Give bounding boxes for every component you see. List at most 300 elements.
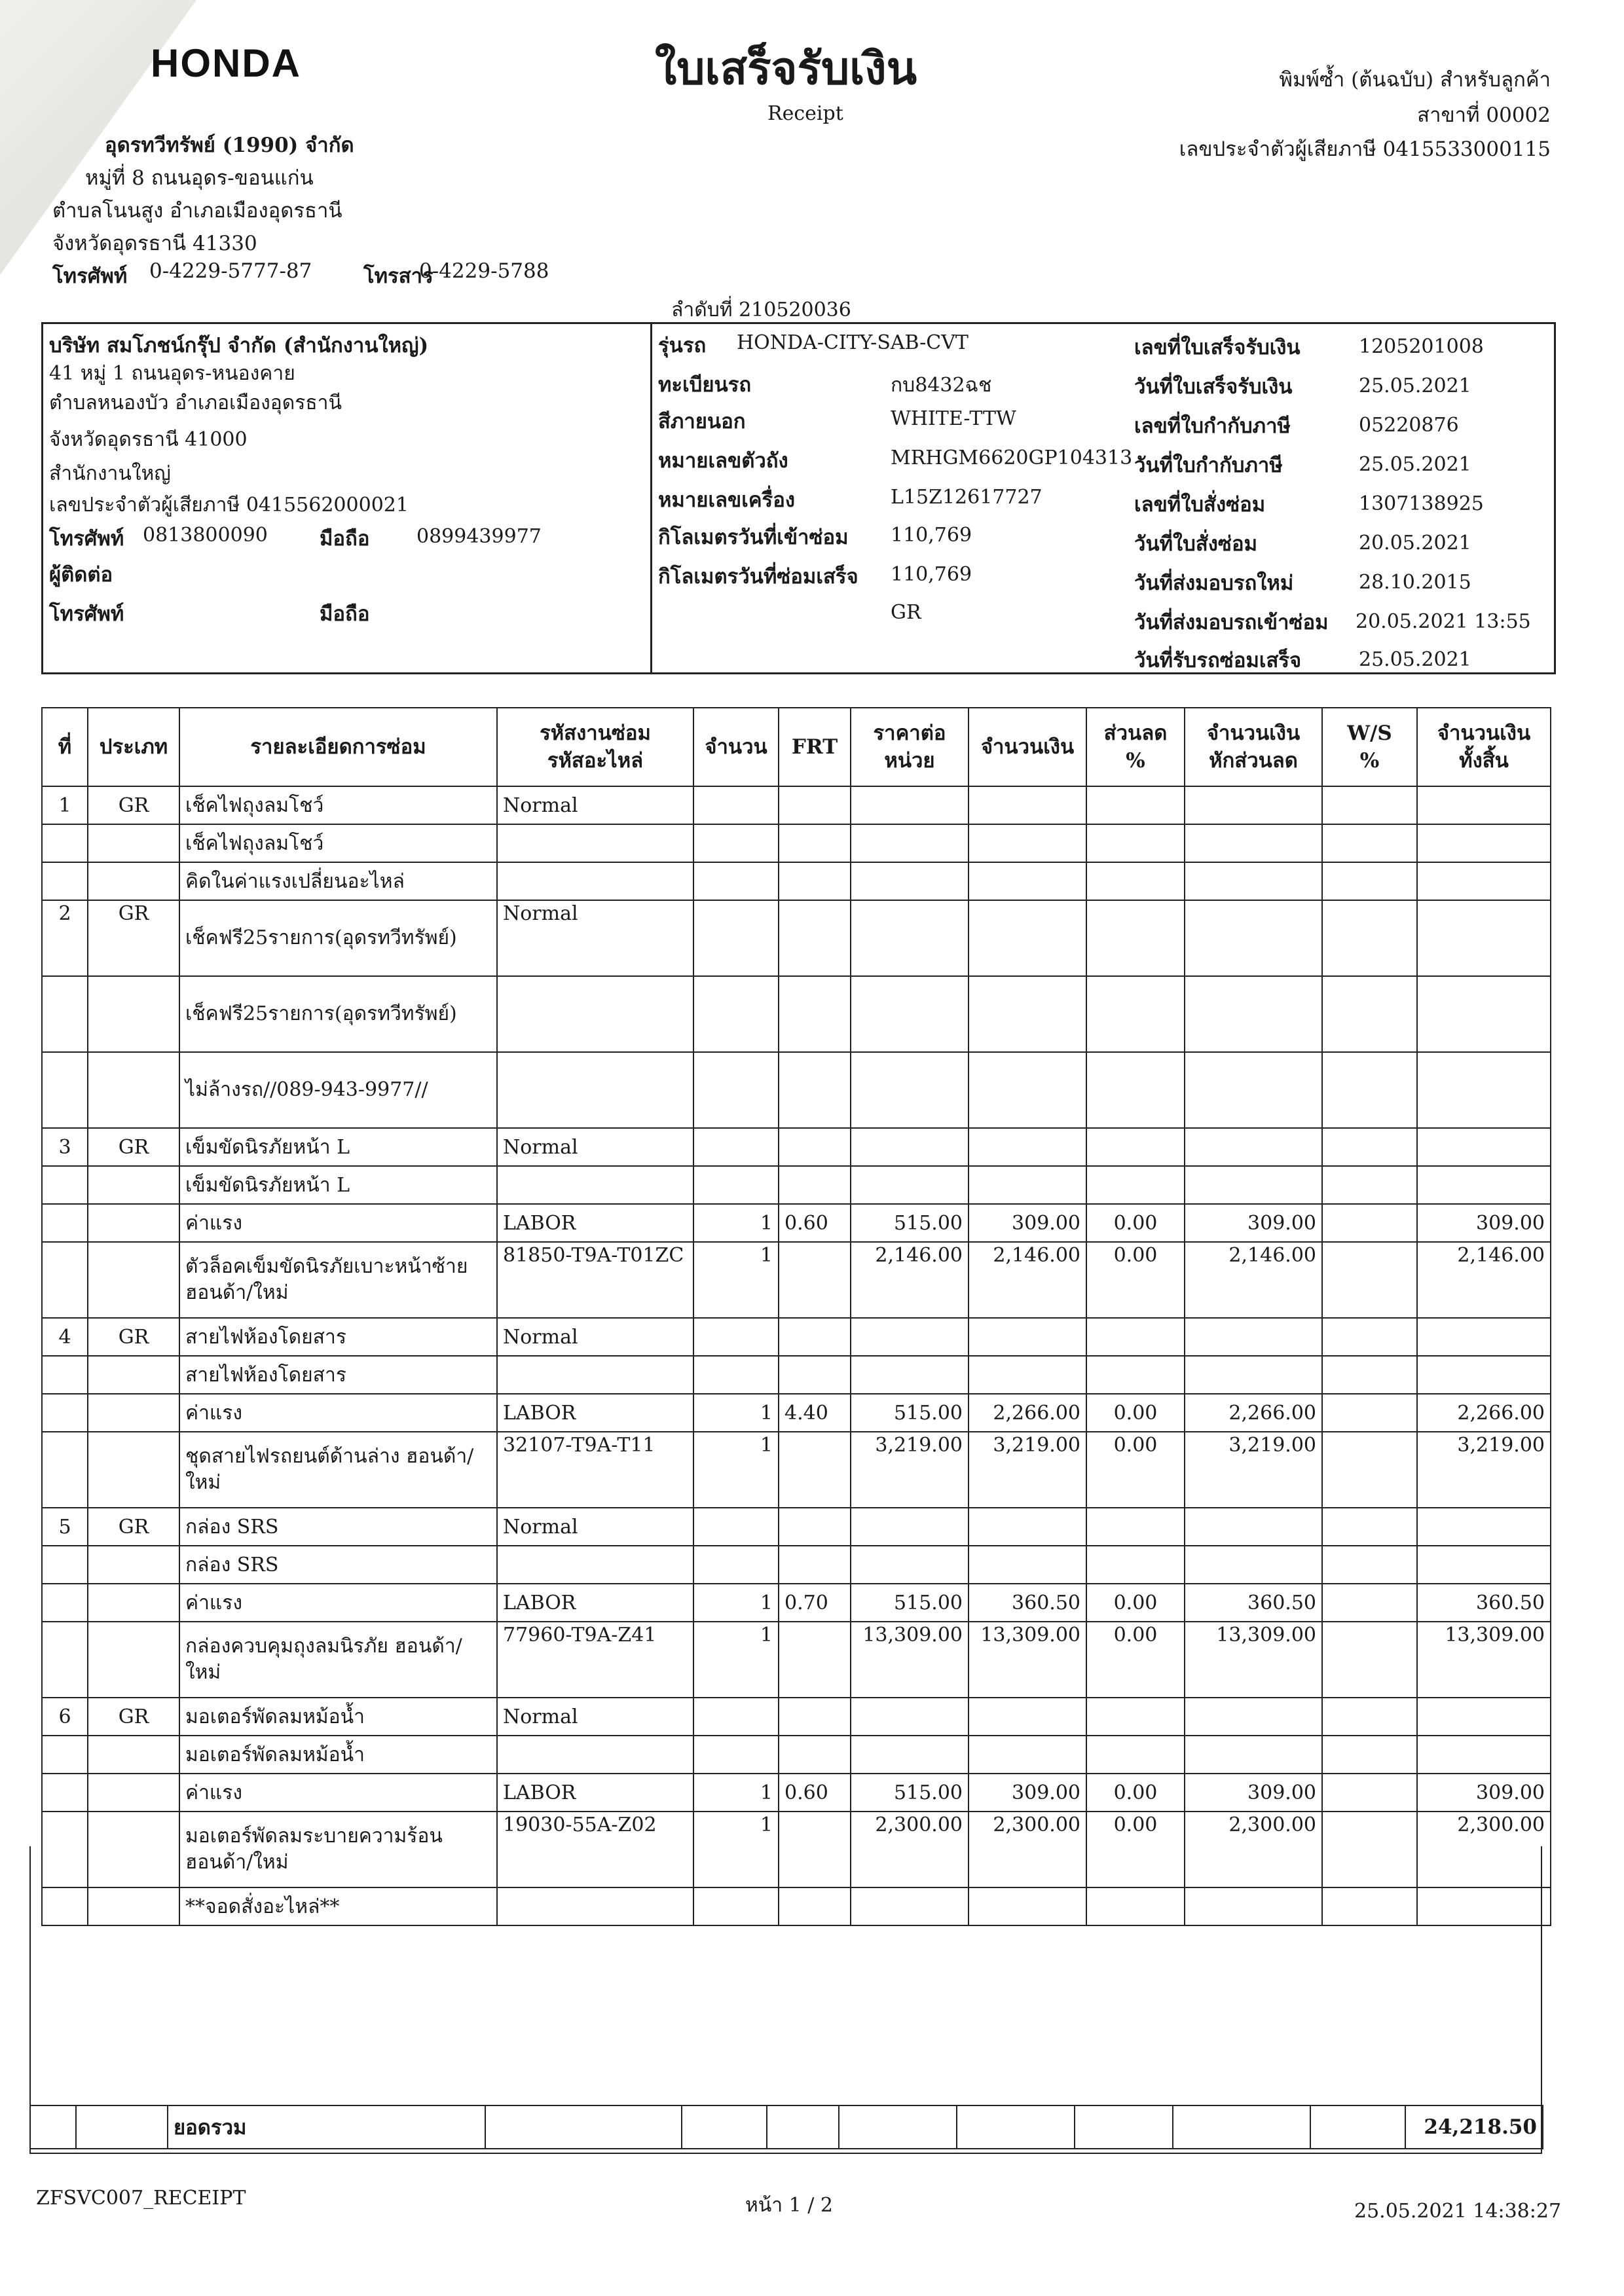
cell-net: 360.50 xyxy=(1185,1584,1322,1622)
cell-price xyxy=(851,1698,969,1736)
tax-invoice-no-label: เลขที่ใบกำกับภาษี xyxy=(1134,414,1291,438)
cell-code: 77960-T9A-Z41 xyxy=(497,1622,693,1698)
info-divider xyxy=(650,322,652,674)
cell-net xyxy=(1185,1052,1322,1128)
cell-total xyxy=(1417,1318,1551,1356)
cell-type xyxy=(88,976,179,1052)
cell-discount xyxy=(1086,900,1185,976)
cell-amount: 2,266.00 xyxy=(969,1394,1086,1432)
table-row xyxy=(42,1052,1551,1128)
cell-code: 32107-T9A-T11 xyxy=(497,1432,693,1508)
cell-ws xyxy=(1322,1242,1417,1318)
cell-ws xyxy=(1322,1698,1417,1736)
cell-frt: 0.60 xyxy=(779,1204,851,1242)
cell-desc: เข็มขัดนิรภัยหน้า L xyxy=(179,1166,497,1204)
customer-address-2: ตำบลหนองบัว อำเภอเมืองอุดรธานี xyxy=(49,392,342,414)
cell-frt: 0.60 xyxy=(779,1774,851,1812)
grand-total: 24,218.50 xyxy=(1405,2105,1543,2149)
km-out-label: กิโลเมตรวันที่ซ่อมเสร็จ xyxy=(658,565,858,589)
cell-desc: ค่าแรง xyxy=(179,1774,497,1812)
dealer-phone-label: โทรศัพท์ xyxy=(52,264,128,288)
dealer-fax-label: โทรสาร xyxy=(363,264,434,288)
cell-net xyxy=(1185,1698,1322,1736)
cell-total xyxy=(1417,1546,1551,1584)
cell-qty xyxy=(693,786,779,824)
km-in-value: 110,769 xyxy=(891,524,972,547)
cell-net xyxy=(1185,900,1322,976)
table-row xyxy=(42,1128,1551,1166)
cell-no xyxy=(42,1356,88,1394)
cell-amount: 309.00 xyxy=(969,1204,1086,1242)
delivery-new-date: 28.10.2015 xyxy=(1359,571,1471,594)
cell-no xyxy=(42,1242,88,1318)
cell-amount: 309.00 xyxy=(969,1774,1086,1812)
cell-ws xyxy=(1322,1204,1417,1242)
cell-net xyxy=(1185,1508,1322,1546)
cell-total xyxy=(1417,862,1551,900)
vin-value: MRHGM6620GP104313 xyxy=(891,446,1133,469)
cell-amount xyxy=(969,1356,1086,1394)
cell-amount xyxy=(969,1698,1086,1736)
customer-mobile-label: มือถือ xyxy=(320,527,370,551)
cell-qty xyxy=(693,1508,779,1546)
cell-code: Normal xyxy=(497,900,693,976)
col-qty-header: จำนวน xyxy=(693,708,779,786)
cell-desc: สายไฟห้องโดยสาร xyxy=(179,1356,497,1394)
cell-amount xyxy=(969,786,1086,824)
cell-price xyxy=(851,1546,969,1584)
dealer-name: อุดรทวีทรัพย์ (1990) จำกัด xyxy=(105,134,354,157)
cell-total xyxy=(1417,1128,1551,1166)
tax-invoice-date: 25.05.2021 xyxy=(1359,453,1471,476)
table-row xyxy=(42,1584,1551,1622)
cell-frt: 4.40 xyxy=(779,1394,851,1432)
table-row xyxy=(42,1774,1551,1812)
cell-no: 3 xyxy=(42,1128,88,1166)
plate-label: ทะเบียนรถ xyxy=(658,373,752,397)
cell-code: LABOR xyxy=(497,1204,693,1242)
table-row xyxy=(42,976,1551,1052)
cell-code: Normal xyxy=(497,786,693,824)
cell-discount: 0.00 xyxy=(1086,1432,1185,1508)
cell-amount xyxy=(969,824,1086,862)
order-no: 1307138925 xyxy=(1359,492,1484,515)
copy-label: พิมพ์ซ้ำ (ต้นฉบับ) สำหรับลูกค้า xyxy=(1279,68,1551,92)
table-row xyxy=(42,786,1551,824)
cell-total: 13,309.00 xyxy=(1417,1622,1551,1698)
cell-type xyxy=(88,1774,179,1812)
cell-type xyxy=(88,1242,179,1318)
cell-frt xyxy=(779,1166,851,1204)
color-label: สีภายนอก xyxy=(658,410,746,433)
cell-net xyxy=(1185,1736,1322,1774)
cell-frt xyxy=(779,1432,851,1508)
cell-qty: 1 xyxy=(693,1242,779,1318)
cell-qty xyxy=(693,824,779,862)
print-timestamp: 25.05.2021 14:38:27 xyxy=(1354,2200,1562,2223)
cell-ws xyxy=(1322,1318,1417,1356)
cell-code xyxy=(497,1052,693,1128)
cell-code: Normal xyxy=(497,1318,693,1356)
cell-no: 2 xyxy=(42,900,88,976)
tax-invoice-date-label: วันที่ใบกำกับภาษี xyxy=(1134,454,1283,477)
page-number: หน้า 1 / 2 xyxy=(745,2194,834,2217)
cell-qty: 1 xyxy=(693,1394,779,1432)
cell-price: 515.00 xyxy=(851,1394,969,1432)
cell-price xyxy=(851,1508,969,1546)
cell-code: LABOR xyxy=(497,1584,693,1622)
cell-total xyxy=(1417,1508,1551,1546)
cell-ws xyxy=(1322,1584,1417,1622)
cell-desc: สายไฟห้องโดยสาร xyxy=(179,1318,497,1356)
cell-qty xyxy=(693,976,779,1052)
cell-price xyxy=(851,786,969,824)
cell-net: 2,300.00 xyxy=(1185,1812,1322,1887)
cell-type xyxy=(88,1394,179,1432)
cell-price xyxy=(851,1128,969,1166)
cell-qty: 1 xyxy=(693,1622,779,1698)
cell-discount xyxy=(1086,824,1185,862)
tax-invoice-no: 05220876 xyxy=(1359,414,1459,437)
cell-discount xyxy=(1086,1166,1185,1204)
cell-frt xyxy=(779,976,851,1052)
dealer-tax-id: เลขประจำตัวผู้เสียภาษี 0415533000115 xyxy=(1179,137,1551,161)
cell-amount xyxy=(969,1508,1086,1546)
service-done-label: วันที่รับรถซ่อมเสร็จ xyxy=(1134,649,1302,672)
sequence-number: ลำดับที่ 210520036 xyxy=(671,299,851,321)
cell-qty xyxy=(693,862,779,900)
cell-frt xyxy=(779,1242,851,1318)
cell-frt xyxy=(779,1052,851,1128)
cell-price xyxy=(851,1052,969,1128)
cell-discount: 0.00 xyxy=(1086,1812,1185,1887)
col-net-header: จำนวนเงิน หักส่วนลด xyxy=(1185,708,1322,786)
cell-no xyxy=(42,976,88,1052)
cell-discount: 0.00 xyxy=(1086,1204,1185,1242)
cell-discount xyxy=(1086,1546,1185,1584)
customer-name: บริษัท สมโภชน์กรุ๊ป จำกัด (สำนักงานใหญ่) xyxy=(49,334,429,357)
cell-net xyxy=(1185,786,1322,824)
cell-amount xyxy=(969,1736,1086,1774)
cell-amount xyxy=(969,1318,1086,1356)
cell-price: 515.00 xyxy=(851,1774,969,1812)
order-date: 20.05.2021 xyxy=(1359,532,1471,555)
cell-code xyxy=(497,1356,693,1394)
cell-ws xyxy=(1322,1432,1417,1508)
cell-qty xyxy=(693,1318,779,1356)
cell-desc: เช็คฟรี25รายการ(อุดรทวีทรัพย์) xyxy=(179,900,497,976)
cell-discount: 0.00 xyxy=(1086,1622,1185,1698)
cell-qty xyxy=(693,1052,779,1128)
table-header-row xyxy=(42,708,1551,786)
cell-ws xyxy=(1322,786,1417,824)
cell-price xyxy=(851,900,969,976)
cell-no: 1 xyxy=(42,786,88,824)
cell-frt: 0.70 xyxy=(779,1584,851,1622)
cell-desc: กล่อง SRS xyxy=(179,1508,497,1546)
delivery-new-label: วันที่ส่งมอบรถใหม่ xyxy=(1134,572,1294,595)
cell-net xyxy=(1185,1356,1322,1394)
col-type-header: ประเภท xyxy=(88,708,179,786)
cell-amount xyxy=(969,900,1086,976)
cell-qty: 1 xyxy=(693,1812,779,1887)
cell-price xyxy=(851,1736,969,1774)
cell-qty: 1 xyxy=(693,1584,779,1622)
cell-no xyxy=(42,862,88,900)
table-row xyxy=(42,1698,1551,1736)
cell-total xyxy=(1417,824,1551,862)
model-label: รุ่นรถ xyxy=(658,334,707,357)
color-value: WHITE-TTW xyxy=(891,407,1016,430)
items-table xyxy=(41,707,1551,1926)
order-date-label: วันที่ใบสั่งซ่อม xyxy=(1134,532,1257,556)
cell-net xyxy=(1185,1128,1322,1166)
dealer-fax: 0-4229-5788 xyxy=(419,259,549,283)
order-no-label: เลขที่ใบสั่งซ่อม xyxy=(1134,493,1266,517)
service-in-date: 20.05.2021 13:55 xyxy=(1356,610,1531,633)
service-done-date: 25.05.2021 xyxy=(1359,648,1471,671)
table-row xyxy=(42,1166,1551,1204)
cell-total xyxy=(1417,786,1551,824)
customer-office: สำนักงานใหญ่ xyxy=(49,462,171,485)
cell-total: 309.00 xyxy=(1417,1204,1551,1242)
table-row xyxy=(42,1622,1551,1698)
cell-ws xyxy=(1322,1356,1417,1394)
engine-value: L15Z12617727 xyxy=(891,486,1043,509)
cell-net xyxy=(1185,1166,1322,1204)
table-row xyxy=(42,1204,1551,1242)
cell-code xyxy=(497,1166,693,1204)
cell-discount xyxy=(1086,976,1185,1052)
cell-price: 515.00 xyxy=(851,1204,969,1242)
cell-ws xyxy=(1322,824,1417,862)
cell-amount xyxy=(969,1052,1086,1128)
cell-code xyxy=(497,976,693,1052)
km-in-label: กิโลเมตรวันที่เข้าซ่อม xyxy=(658,526,849,549)
cell-desc: เช็คฟรี25รายการ(อุดรทวีทรัพย์) xyxy=(179,976,497,1052)
cell-ws xyxy=(1322,1166,1417,1204)
cell-price xyxy=(851,862,969,900)
cell-amount xyxy=(969,1128,1086,1166)
cell-amount: 3,219.00 xyxy=(969,1432,1086,1508)
cell-price xyxy=(851,1166,969,1204)
cell-frt xyxy=(779,1128,851,1166)
page-subtitle: Receipt xyxy=(767,102,843,125)
cell-desc: คิดในค่าแรงเปลี่ยนอะไหล่ xyxy=(179,862,497,900)
cell-ws xyxy=(1322,1546,1417,1584)
cell-desc: มอเตอร์พัดลมหม้อน้ำ xyxy=(179,1736,497,1774)
cell-desc: เข็มขัดนิรภัยหน้า L xyxy=(179,1128,497,1166)
col-price-header: ราคาต่อ หน่วย xyxy=(851,708,969,786)
cell-no xyxy=(42,1584,88,1622)
col-code-header: รหัสงานซ่อม รหัสอะไหล่ xyxy=(497,708,693,786)
table-row xyxy=(42,1432,1551,1508)
cell-type: GR xyxy=(88,1318,179,1356)
cell-type: GR xyxy=(88,900,179,976)
cell-type xyxy=(88,824,179,862)
dealer-phone: 0-4229-5777-87 xyxy=(149,259,312,283)
cell-qty xyxy=(693,1546,779,1584)
service-in-label: วันที่ส่งมอบรถเข้าซ่อม xyxy=(1134,611,1329,634)
cell-desc: **จอดสั่งอะไหล่** xyxy=(179,1887,497,1925)
cell-no xyxy=(42,1052,88,1128)
customer-contact-label: ผู้ติดต่อ xyxy=(49,563,113,587)
cell-frt xyxy=(779,824,851,862)
cell-type: GR xyxy=(88,786,179,824)
cell-price xyxy=(851,1356,969,1394)
table-row xyxy=(42,1736,1551,1774)
cell-amount xyxy=(969,976,1086,1052)
cell-code xyxy=(497,862,693,900)
cell-no xyxy=(42,1736,88,1774)
cell-discount xyxy=(1086,786,1185,824)
cell-ws xyxy=(1322,1774,1417,1812)
cell-no xyxy=(42,1432,88,1508)
cell-code: LABOR xyxy=(497,1774,693,1812)
cell-discount xyxy=(1086,1052,1185,1128)
cell-net xyxy=(1185,1318,1322,1356)
table-row xyxy=(42,1318,1551,1356)
cell-price: 3,219.00 xyxy=(851,1432,969,1508)
cell-desc: ตัวล็อคเข็มขัดนิรภัยเบาะหน้าซ้าย ฮอนด้า/ใหม่ xyxy=(179,1242,497,1318)
cell-net: 2,146.00 xyxy=(1185,1242,1322,1318)
cell-desc: มอเตอร์พัดลมระบายความร้อน ฮอนด้า/ใหม่ xyxy=(179,1812,497,1887)
cell-type xyxy=(88,1052,179,1128)
cell-discount xyxy=(1086,1318,1185,1356)
cell-code: 19030-55A-Z02 xyxy=(497,1812,693,1887)
customer-address-3: จังหวัดอุดรธานี 41000 xyxy=(49,428,248,451)
cell-total xyxy=(1417,900,1551,976)
cell-total: 2,300.00 xyxy=(1417,1812,1551,1887)
cell-total: 309.00 xyxy=(1417,1774,1551,1812)
cell-ws xyxy=(1322,1622,1417,1698)
cell-type xyxy=(88,1432,179,1508)
cell-qty xyxy=(693,1166,779,1204)
cell-type: GR xyxy=(88,1128,179,1166)
cell-no: 4 xyxy=(42,1318,88,1356)
cell-desc: กล่องควบคุมถุงลมนิรภัย ฮอนด้า/ใหม่ xyxy=(179,1622,497,1698)
cell-total xyxy=(1417,1052,1551,1128)
total-row xyxy=(30,2105,1543,2149)
receipt-date-label: วันที่ใบเสร็จรับเงิน xyxy=(1134,375,1293,399)
cell-no xyxy=(42,1622,88,1698)
cell-total: 2,146.00 xyxy=(1417,1242,1551,1318)
table-row xyxy=(42,1546,1551,1584)
cell-code: LABOR xyxy=(497,1394,693,1432)
cell-frt xyxy=(779,862,851,900)
cell-amount xyxy=(969,862,1086,900)
cell-qty: 1 xyxy=(693,1204,779,1242)
cell-type: GR xyxy=(88,1508,179,1546)
cell-type xyxy=(88,1546,179,1584)
cell-net: 13,309.00 xyxy=(1185,1622,1322,1698)
cell-type: GR xyxy=(88,1698,179,1736)
dealer-address-1: หมู่ที่ 8 ถนนอุดร-ขอนแก่น xyxy=(85,166,314,190)
cell-price: 515.00 xyxy=(851,1584,969,1622)
form-id: ZFSVC007_RECEIPT xyxy=(36,2187,246,2210)
cell-ws xyxy=(1322,1128,1417,1166)
cell-no xyxy=(42,1774,88,1812)
cell-type xyxy=(88,1584,179,1622)
page-title: ใบเสร็จรับเงิน xyxy=(655,43,917,95)
model-value: HONDA-CITY-SAB-CVT xyxy=(737,331,969,354)
cell-type xyxy=(88,1166,179,1204)
cell-code xyxy=(497,1546,693,1584)
col-ws-header: W/S % xyxy=(1322,708,1417,786)
cell-total: 3,219.00 xyxy=(1417,1432,1551,1508)
cell-frt xyxy=(779,900,851,976)
cell-discount: 0.00 xyxy=(1086,1774,1185,1812)
cell-no xyxy=(42,824,88,862)
cell-frt xyxy=(779,1318,851,1356)
dealer-address-2: ตำบลโนนสูง อำเภอเมืองอุดรธานี xyxy=(52,199,342,223)
cell-total xyxy=(1417,1166,1551,1204)
cell-discount xyxy=(1086,1508,1185,1546)
cell-frt xyxy=(779,1622,851,1698)
cell-qty xyxy=(693,900,779,976)
cell-discount xyxy=(1086,1356,1185,1394)
cell-amount xyxy=(969,1546,1086,1584)
cell-net: 2,266.00 xyxy=(1185,1394,1322,1432)
col-desc-header: รายละเอียดการซ่อม xyxy=(179,708,497,786)
receipt-no-label: เลขที่ใบเสร็จรับเงิน xyxy=(1134,336,1301,359)
cell-amount: 2,146.00 xyxy=(969,1242,1086,1318)
km-out-value: 110,769 xyxy=(891,563,972,586)
cell-ws xyxy=(1322,1736,1417,1774)
cell-net xyxy=(1185,1546,1322,1584)
cell-amount: 360.50 xyxy=(969,1584,1086,1622)
cell-total: 2,266.00 xyxy=(1417,1394,1551,1432)
engine-label: หมายเลขเครื่อง xyxy=(658,488,795,512)
cell-code xyxy=(497,1736,693,1774)
cell-frt xyxy=(779,1546,851,1584)
cell-desc: เช็คไฟถุงลมโชว์ xyxy=(179,786,497,824)
cell-desc: ชุดสายไฟรถยนต์ด้านล่าง ฮอนด้า/ใหม่ xyxy=(179,1432,497,1508)
receipt-no: 1205201008 xyxy=(1359,335,1484,358)
honda-logo: HONDA xyxy=(151,41,301,85)
cell-discount xyxy=(1086,1736,1185,1774)
cell-price: 2,146.00 xyxy=(851,1242,969,1318)
cell-no xyxy=(42,1166,88,1204)
cell-discount xyxy=(1086,1698,1185,1736)
cell-total xyxy=(1417,1698,1551,1736)
cell-discount: 0.00 xyxy=(1086,1584,1185,1622)
cell-discount: 0.00 xyxy=(1086,1242,1185,1318)
cell-price xyxy=(851,824,969,862)
col-discount-header: ส่วนลด % xyxy=(1086,708,1185,786)
cell-ws xyxy=(1322,1052,1417,1128)
cell-frt xyxy=(779,786,851,824)
table-row xyxy=(42,1242,1551,1318)
col-no-header: ที่ xyxy=(42,708,88,786)
table-row xyxy=(42,1394,1551,1432)
cell-amount xyxy=(969,1166,1086,1204)
customer-phone-label: โทรศัพท์ xyxy=(49,527,124,551)
table-row xyxy=(42,900,1551,976)
vin-label: หมายเลขตัวถัง xyxy=(658,449,788,473)
cell-type xyxy=(88,1736,179,1774)
cell-no: 5 xyxy=(42,1508,88,1546)
cell-desc: มอเตอร์พัดลมหม้อน้ำ xyxy=(179,1698,497,1736)
cell-amount: 2,300.00 xyxy=(969,1812,1086,1887)
cell-code: Normal xyxy=(497,1698,693,1736)
cell-net xyxy=(1185,862,1322,900)
cell-desc: ค่าแรง xyxy=(179,1204,497,1242)
cell-qty xyxy=(693,1736,779,1774)
cell-frt xyxy=(779,1508,851,1546)
cell-desc: เช็คไฟถุงลมโชว์ xyxy=(179,824,497,862)
cell-frt xyxy=(779,1356,851,1394)
